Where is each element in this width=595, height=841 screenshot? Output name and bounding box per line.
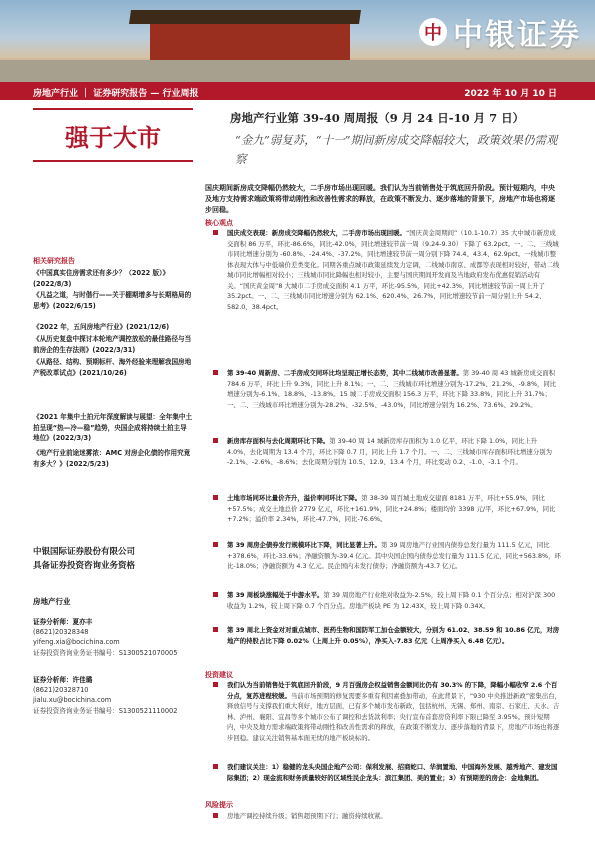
analyst-cert: 证券投资咨询业务证书编号：S1300521110002: [33, 706, 178, 715]
palace-hall-shape: [150, 24, 350, 60]
bullet: 第 39 周板块涨幅处于中游水平。第 39 周房地产行业绝对收益为-2.5%，较上周下降 0.1 个百分点；相对沪深 300 收益为 1.2%，较上周下降 0.7 个百分点。房地产板块 PE 为 12.43X，较上周下降 0.34X。: [205, 590, 561, 611]
institution-qualification: 具备证券投资咨询业务资格: [33, 561, 136, 571]
bullet: 国庆成交表现：新房成交降幅仍然较大，二手房市场出现回暖。“国庆黄金周期间”（10.1-10.7）35 大中城市新房成交面积 86 万平，环比-86.6%，同比-42.0%，同比增速较节前一周（9.24-9.30）下降了 63.2pct。一、二、三线城市同比增速分别为 -60.8%、-24.4%、-37.2%，同比增速较节前一周分别下降 74.4、43.4、62.9pct。一线城市整体表现大体与中低端价差类变化。同期各重点城市政策延续发力定调，二线城市南京、成都等表现相对较好，带动二线城市同比增幅相对较小；三线城市同比降幅也相对较小，主要与国庆期间开发商及当地政府发布优惠促销活动有关。“国庆黄金周”8 大城市二手房成交面积 4.1 万平，环比-95.5%，同比+42.3%，同比增速较节前一周上升了 35.2pct。一、二、三线城市同比增速分别为 62.1%、620.4%、26.7%，同比增速较节前一周分别上升 54.2、582.0、38.4pct。: [205, 228, 561, 312]
header-banner-image: [0, 0, 595, 82]
report-type: 房地产行业 ｜ 证券研究报告 — 行业周报: [33, 89, 199, 99]
analyst-block: [33, 675, 193, 716]
header-strip: [0, 82, 595, 100]
invest-bullet: 我们认为当前销售处于筑底回升阶段，9 月百强房企权益销售金额同比仍有 30.3% 的下降，降幅小幅收窄 2.6 个百分点，复苏进程较缓。当前市场预期的修复需要多重有利因素叠加带动，在此背景下，“930 中央推进新政”密集出台，释放信号与支撑我们重大利好，地方层面，已有多个城市发布新政，包括杭州、无锡、郑州、南京、石家庄、天水、吉林、泸州、襄阳、宜昌等多个城市公布了调控和去货款利率；央行宣布首套房贷利率下限已降至 3.95%。预计短期内，中央及地方需求端政策将带动刚性和改善性需求的释放，在政策不断发力、逐步落地的背景下，房地产市场也将逐步回稳。建议关注销售基本面无忧的地产板块标的。: [205, 680, 561, 743]
bullet: 第 39 周房企债券发行规模环比下降，同比显著上升。第 39 周房地产行业国内债券总发行量为 111.5 亿元，同比+378.6%，环比-33.6%；净融资额为-39.4 亿元。其中央国企国内债券总发行量为 111.5 亿元，同比+563.8%，环比-18.0%；净融资额为 4.3 亿元。民企国内未发行债券；净融资额为-43.7 亿元。: [205, 540, 561, 572]
related-report[interactable]: 《从历史复盘中探讨本轮地产调控放松的最佳路径与当前房企的生存法则》(2022/3/31): [33, 335, 192, 354]
rating-box: 强于大市: [33, 108, 193, 162]
related-report[interactable]: 《凡益之道，与时偕行——关于棚期增多与长期格局的思考》(2022/6/15): [33, 291, 192, 310]
related-report[interactable]: 《2022 年，五问房地产行业》(2021/12/6): [33, 323, 170, 331]
institution-name: 中银国际证券股份有限公司: [33, 547, 136, 557]
related-report[interactable]: 《地产行业前途迷雾浓：AMC 对房企化债的作用究竟有多大？》(2022/5/23): [33, 449, 191, 468]
bullet: 第 39-40 周新房、二手房成交同环比均呈现正增长态势，其中二线城市改善显著。第 39-40 周 43 城新房成交面积 784.6 万平，环比上升 9.3%，同比上升 8.1%；一、二、三线城市环比增速分别为-17.2%、21.2%、-9.8%，同比增速分别为-6.1%、18.8%、-13.8%。15 城二手房成交面积 156.3 万平，环比下降 33.8%，同比上升 31.7%；一、二、三线城市环比增速分别为-28.2%、-32.5%、-43.0%，同比增速分别为 16.2%、73.6%、29.2%。: [205, 368, 561, 410]
bullet: 土地市场同环比量价齐升，溢价率同环比下降。第 38-39 周百城土地成交建面 8181 万平，环比+55.9%，同比+57.5%；成交土地总价 2779 亿元，环比+161.9%，同比+24.8%；楼面均价 3398 元/平，环比+67.9%，同比+7.2%；溢价率 2.34%，环比-47.7%，同比-76.6%。: [205, 493, 561, 525]
report-date: 2022 年 10 月 10 日: [464, 89, 557, 99]
analyst-email[interactable]: jialu.xu@bocichina.com: [33, 696, 112, 705]
core-heading: 核心观点: [205, 219, 233, 227]
risk-bullet: 房地产调控持续升级；销售超预期下行；融资持续收紧。: [205, 811, 561, 822]
analyst-name: 证券分析师：夏亦丰: [33, 618, 93, 626]
institution: [33, 545, 193, 573]
brand: [419, 10, 581, 54]
analyst-phone: (8621)20328348: [33, 628, 89, 637]
related-report[interactable]: 《中国真实住房需求还有多少？（2022 版）》(2022/8/3): [33, 269, 170, 288]
bullet: 第 39 周北上资金对对重点城市、医药生物和国防军工加仓金额较大，分别为 61.02、38.59 和 10.86 亿元，对房地产的持股占比下降 0.02%（上周上升 0.05%），净买入-7.83 亿元（上周净买入 6.48 亿元）。: [205, 625, 561, 646]
analyst-email[interactable]: yifeng.xia@bocichina.com: [33, 638, 120, 647]
analyst-cert: 证券投资咨询业务证书编号：S1300521070005: [33, 648, 178, 657]
brand-name: 中银证券: [453, 18, 581, 53]
lead-paragraph: 国庆期间新房成交降幅仍然较大，二手房市场出现回暖。我们认为当前销售处于筑底回升阶段。预计短期内，中央及地方支持需求端政策将带动刚性和改善性需求的释放，在政策不断发力、逐步落地的背景下，房地产市场也将逐步回稳。: [205, 184, 555, 214]
risk-heading: 风险提示: [205, 801, 233, 809]
bullet: 新房库存面积与去化周期环比下降。第 39-40 周 14 城新房库存面积为 1.0 亿平，环比下降 1.0%，同比上升 4.0%，去化周期为 13.4 个月，环比下降 0.7 月，同比上升 1.7 个月。一、二、三线城市库存面积环比增速分别为 -2.1%、-2.6%、-8.6%；去化周期分别为 10.5、12.9、13.4 个月，环比变动 0.2、-1.0、-3.1 个月。: [205, 436, 561, 468]
analyst-block: [33, 617, 193, 658]
brand-logo: 中: [419, 18, 447, 46]
analyst-name: 证券分析师：许佳璐: [33, 676, 93, 684]
analyst-phone: (8621)20328710: [33, 686, 89, 695]
report-title: 房地产行业第 39-40 周周报（9 月 24 日-10 月 7 日）: [230, 111, 525, 125]
industry-label: 房地产行业: [33, 597, 71, 606]
palace-base-shape: [0, 60, 595, 82]
related-heading: 相关研究报告: [33, 257, 75, 265]
palace-roof-shape: [129, 10, 361, 24]
invest-bullet: 我们建议关注：1）稳健的龙头央国企地产公司：保利发展、招商蛇口、华润置地、中国海外发展、越秀地产、建发国际集团；2）现金流和财务质量较好的区域性民企龙头：滨江集团、美的置业；3）有预期差的房企：金地集团。: [205, 762, 561, 783]
invest-heading: 投资建议: [205, 671, 233, 679]
related-report[interactable]: 《2021 年集中土拍元年深度解读与展望：全年集中土拍呈现“热—冷—稳”趋势，央国企成将持续土拍主导地位》(2022/3/3): [33, 413, 193, 442]
report-subtitle: “金九”弱复苏，“十一”期间新房成交降幅较大，政策效果仍需观察: [235, 133, 558, 166]
related-report[interactable]: 《从路径、结构、预期标杆、海外经验来理解我国房地产税改革试点》(2021/10/26): [33, 358, 192, 377]
